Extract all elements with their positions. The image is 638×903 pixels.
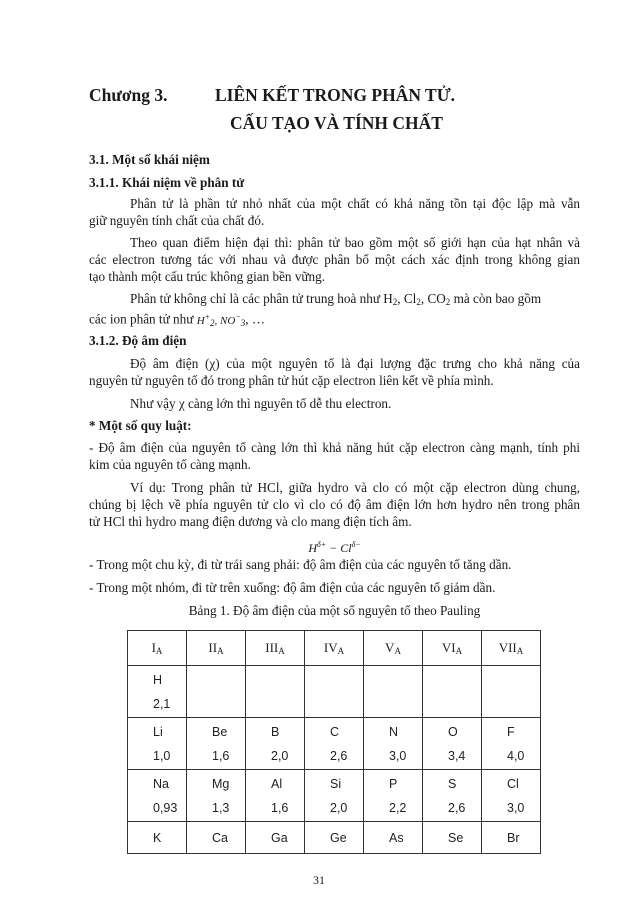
element-cell: Mg 1,3 [187,770,246,822]
electronegativity-table [127,630,541,854]
table-header-row [128,631,541,666]
element-cell: K [128,822,187,854]
table-row [128,718,541,770]
element-cell [364,666,423,718]
section-heading-3-1-2: 3.1.2. Độ âm điện [89,333,187,348]
chapter-title-line2: CẤU TẠO VÀ TÍNH CHẤT [230,113,443,133]
paragraph-line: nguyên tử nguyên tố đó trong phân tử hút cặp electron liên kết về phía mình. [89,373,494,388]
table-row [128,666,541,718]
element-cell [305,666,364,718]
header-cell: $VII_A$ [482,631,541,666]
element-cell: P 2,2 [364,770,423,822]
paragraph-line: giữ nguyên tính chất của chất đó. [89,213,265,228]
element-cell: S 2,6 [423,770,482,822]
element-cell: B 2,0 [246,718,305,770]
paragraph-line: Theo quan điểm hiện đại thì: phân tử bao gồm một số giới hạn của hạt nhân và [130,235,580,250]
table-caption: Bảng 1. Độ âm điện của một số nguyên tố theo Pauling [188,603,481,618]
element-cell: Be 1,6 [187,718,246,770]
paragraph-line: Như vậy χ càng lớn thì nguyên tố dễ thu electron. [130,396,392,411]
element-cell: C 2,6 [305,718,364,770]
paragraph-line: Ví dụ: Trong phân tử HCl, giữa hydro và clo có một cặp electron dùng chung, [130,480,580,495]
element-cell: As [364,822,423,854]
element-cell: Cl 3,0 [482,770,541,822]
formula-h2-ion: $H^+_2$, $NO^-_3$ [196,312,246,328]
formula-hcl-polarity: $H^{\delta+} - Cl^{\delta-}$ [308,540,361,555]
section-heading-3-1: 3.1. Một số khái niệm [89,152,210,167]
element-cell: N 3,0 [364,718,423,770]
chapter-title-line1: LIÊN KẾT TRONG PHÂN TỬ. [215,85,456,105]
header-cell: $III_A$ [246,631,305,666]
element-cell [423,666,482,718]
header-cell: $I_A$ [128,631,187,666]
paragraph-line: - Độ âm điện của nguyên tố càng lớn thì khả năng hút cặp electron càng mạnh, tính phi [89,440,580,455]
element-cell [482,666,541,718]
element-cell: Br [482,822,541,854]
header-cell: $VI_A$ [423,631,482,666]
element-cell: Se [423,822,482,854]
paragraph-line: chúng bị lệch về phía nguyên tử clo vì clo có độ âm điện lớn hơn hydro nên trong phân [89,497,580,512]
element-cell: Al 1,6 [246,770,305,822]
element-cell [187,666,246,718]
paragraph-line: - Trong một chu kỳ, đi từ trái sang phải: độ âm điện của các nguyên tố tăng dần. [89,557,512,572]
paragraph-line: kim của nguyên tố càng mạnh. [89,457,251,472]
element-cell: Li 1,0 [128,718,187,770]
element-cell: O 3,4 [423,718,482,770]
rules-heading: * Một số quy luật: [89,418,192,433]
element-cell: H 2,1 [128,666,187,718]
paragraph-line: các electron tương tác với nhau và được phân bố một cách xác định trong không gian [89,252,580,267]
chapter-label: Chương 3. [89,85,168,105]
element-cell [246,666,305,718]
element-cell: F 4,0 [482,718,541,770]
page-number: 31 [313,873,325,887]
paragraph-line: - Trong một nhóm, đi từ trên xuống: độ âm điện của các nguyên tố giảm dần. [89,580,496,595]
header-cell: $II_A$ [187,631,246,666]
element-cell: Ca [187,822,246,854]
element-cell: Si 2,0 [305,770,364,822]
paragraph-line: các ion phân tử như $H^+_2$, $NO^-_3$, … [89,311,266,328]
section-heading-3-1-1: 3.1.1. Khái niệm về phân tử [89,175,245,190]
paragraph-line: tạo thành một cấu trúc không gian bền vững. [89,269,326,284]
header-cell: $IV_A$ [305,631,364,666]
element-cell: Na 0,93 [128,770,187,822]
paragraph-line: Phân tử không chỉ là các phân tử trung hoà như $H_2$, $Cl_2$, $CO_2$ mà còn bao gồm [130,291,542,307]
header-cell: $V_A$ [364,631,423,666]
table-row [128,770,541,822]
element-cell: Ge [305,822,364,854]
paragraph-line: Phân tử là phần tử nhỏ nhất của một chất có khả năng tồn tại độc lập mà vẫn [130,196,580,211]
paragraph-line: Độ âm điện (χ) của một nguyên tố là đại lượng đặc trưng cho khả năng của [130,356,580,371]
element-cell: Ga [246,822,305,854]
paragraph-line: tử HCl thì hydro mang điện dương và clo mang điện tích âm. [89,514,412,529]
table-row [128,822,541,854]
